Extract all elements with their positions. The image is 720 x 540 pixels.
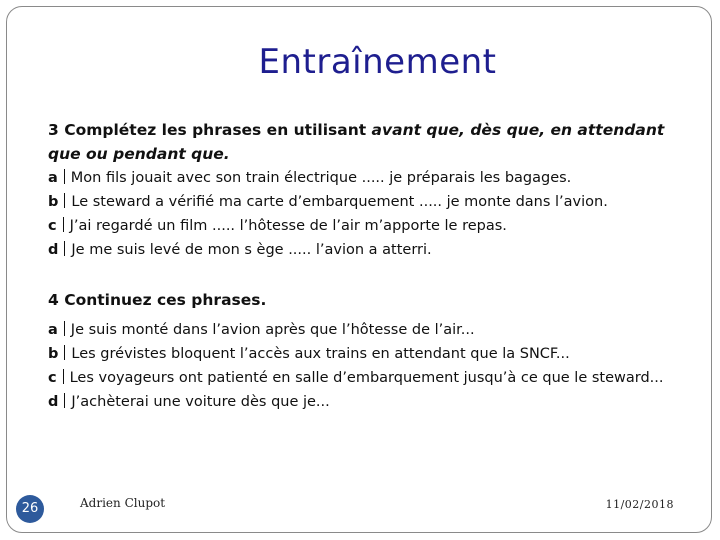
page-number-badge: 26 [16,495,44,523]
item-text: Le steward a vérifié ma carte d’embarquement ..... je monte dans l’avion. [71,194,608,210]
item-separator [64,345,65,360]
item-text: Les voyageurs ont patienté en salle d’embarquement jusqu’à ce que le steward... [69,370,664,386]
item-separator [64,393,65,408]
item-separator [64,241,65,256]
item-text: J’achèterai une voiture dès que je... [71,394,330,410]
item-text: Je me suis levé de mon s ège ..... l’avion a atterri. [71,242,432,258]
item-separator [63,369,64,384]
exercise-4-item [48,366,688,390]
exercise-3-instruction: Complétez les phrases en utilisant [64,121,367,139]
exercise-4-item [48,318,688,342]
exercise-3-heading [48,118,688,166]
item-text: Mon fils jouait avec son train électrique ..... je préparais les bagages. [70,170,572,186]
item-separator [64,321,65,336]
footer-author: Adrien Clupot [80,496,166,510]
exercise-4-item [48,342,688,366]
spacer [48,262,688,288]
item-letter: b [48,194,59,210]
exercise-3-number: 3 [48,121,59,139]
item-letter: d [48,242,59,258]
item-letter: a [48,322,58,338]
item-letter: d [48,394,59,410]
exercise-3-terms: avant que, dès que, en attendant que ou pendant que. [48,121,665,163]
item-text: Les grévistes bloquent l’accès aux trains en attendant que la SNCF... [71,346,570,362]
item-separator [64,169,65,184]
exercise-3-item [48,238,688,262]
exercise-image-content [48,118,688,414]
exercise-4-instruction: Continuez ces phrases. [64,291,267,309]
exercise-3-item [48,190,688,214]
exercise-3-item [48,166,688,190]
slide-title: Entraînement [258,42,497,82]
exercise-3-item [48,214,688,238]
exercise-4-item [48,390,688,414]
exercise-4-heading [48,288,688,312]
footer-date: 11/02/2018 [605,498,674,511]
item-text: Je suis monté dans l’avion après que l’hôtesse de l’air... [70,322,475,338]
item-letter: c [48,370,57,386]
item-separator [64,193,65,208]
item-letter: b [48,346,59,362]
exercise-4-number: 4 [48,291,59,309]
item-letter: a [48,170,58,186]
item-separator [63,217,64,232]
item-letter: c [48,218,57,234]
item-text: J’ai regardé un film ..... l’hôtesse de l’air m’apporte le repas. [69,218,507,234]
